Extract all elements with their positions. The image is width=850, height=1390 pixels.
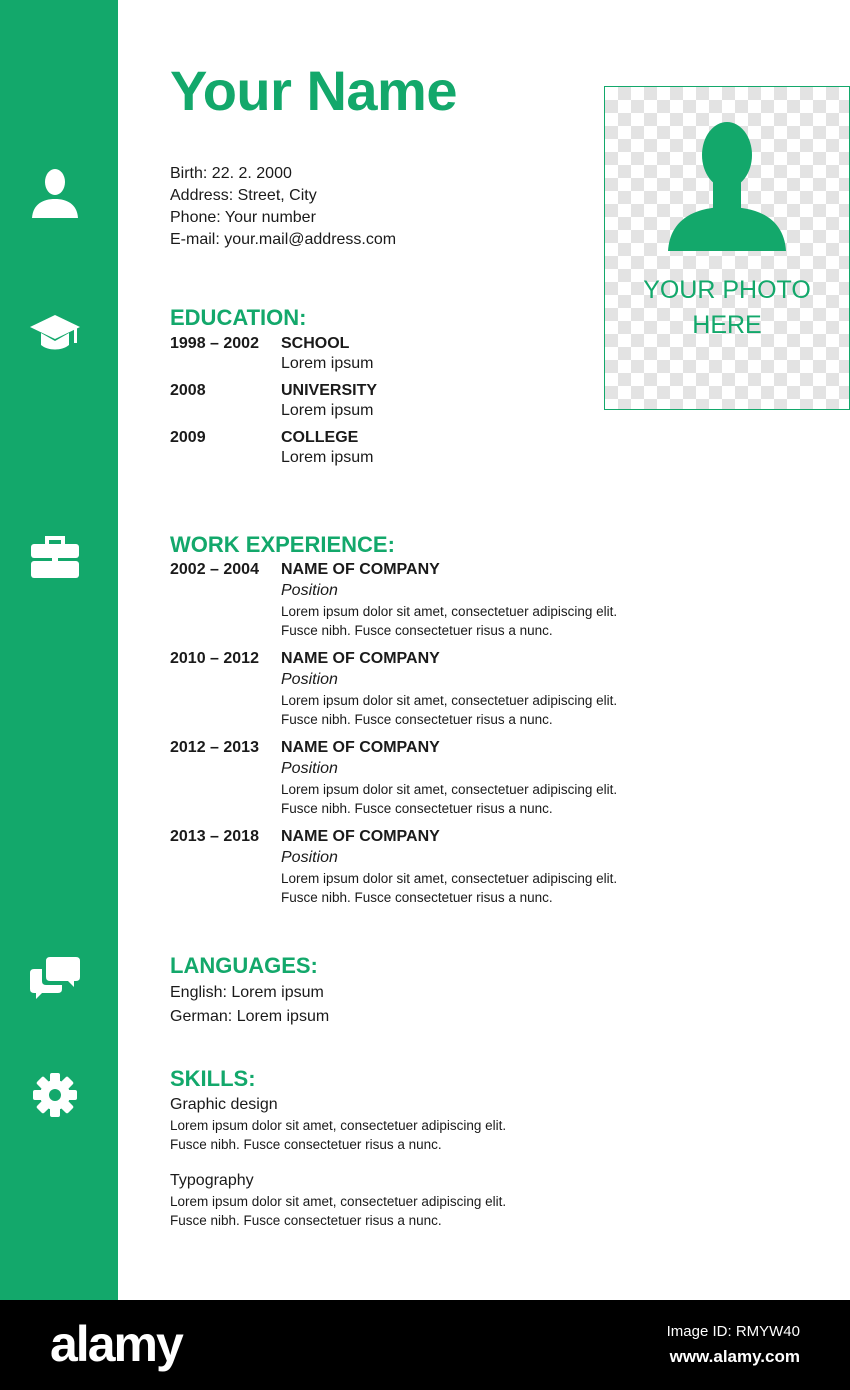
alamy-logo: alamy <box>50 1316 182 1372</box>
education-heading: EDUCATION: <box>170 305 307 330</box>
language-item: English: Lorem ipsum <box>170 984 324 1001</box>
briefcase-icon <box>27 530 83 586</box>
company-name: NAME OF COMPANY <box>281 828 440 845</box>
education-years: 1998 – 2002 <box>170 335 259 352</box>
skill-description: Lorem ipsum dolor sit amet, consectetuer adipiscing elit. Fusce nibh. Fusce consectetuer risus a nunc. <box>170 1118 507 1152</box>
work-description: Lorem ipsum dolor sit amet, consectetuer adipiscing elit. Fusce nibh. Fusce consectetuer risus a nunc. <box>281 782 618 816</box>
position: Position <box>281 760 338 777</box>
position: Position <box>281 849 338 866</box>
work-years: 2010 – 2012 <box>170 650 259 667</box>
graduation-cap-icon <box>27 305 83 361</box>
skills-heading: SKILLS: <box>170 1066 256 1091</box>
watermark-footer <box>0 1300 850 1390</box>
skill-name: Typography <box>170 1172 254 1189</box>
education-title: UNIVERSITY <box>281 382 378 399</box>
sidebar <box>0 0 118 1300</box>
education-title: COLLEGE <box>281 429 359 446</box>
work-years: 2002 – 2004 <box>170 561 259 578</box>
education-sub: Lorem ipsum <box>281 402 374 419</box>
position: Position <box>281 582 338 599</box>
languages-list <box>170 981 329 1029</box>
resume-name: Your Name <box>170 59 457 122</box>
company-name: NAME OF COMPANY <box>281 650 440 667</box>
work-years: 2013 – 2018 <box>170 828 259 845</box>
work-description: Lorem ipsum dolor sit amet, consectetuer adipiscing elit. Fusce nibh. Fusce consectetuer risus a nunc. <box>281 693 618 727</box>
photo-label: YOUR PHOTO HERE <box>643 276 811 339</box>
skill-item <box>170 1094 520 1154</box>
user-icon <box>27 165 83 221</box>
education-sub: Lorem ipsum <box>281 355 374 372</box>
site-url: www.alamy.com <box>669 1347 800 1366</box>
gear-icon <box>27 1067 83 1123</box>
education-title: SCHOOL <box>281 335 350 352</box>
birth-line: Birth: 22. 2. 2000 <box>170 165 292 182</box>
person-silhouette-icon <box>667 119 787 251</box>
language-item: German: Lorem ipsum <box>170 1008 330 1025</box>
education-sub: Lorem ipsum <box>281 449 374 466</box>
work-description: Lorem ipsum dolor sit amet, consectetuer adipiscing elit. Fusce nibh. Fusce consectetuer risus a nunc. <box>281 604 618 638</box>
skill-item <box>170 1170 520 1230</box>
photo-placeholder <box>604 86 850 410</box>
company-name: NAME OF COMPANY <box>281 739 440 756</box>
education-years: 2009 <box>170 429 206 446</box>
skill-name: Graphic design <box>170 1096 278 1113</box>
work-description: Lorem ipsum dolor sit amet, consectetuer adipiscing elit. Fusce nibh. Fusce consectetuer risus a nunc. <box>281 871 618 905</box>
address-line: Address: Street, City <box>170 187 317 204</box>
position: Position <box>281 671 338 688</box>
work-heading: WORK EXPERIENCE: <box>170 532 395 557</box>
work-years: 2012 – 2013 <box>170 739 259 756</box>
contact-info <box>170 163 396 251</box>
email-line: E-mail: your.mail@address.com <box>170 231 397 248</box>
company-name: NAME OF COMPANY <box>281 561 440 578</box>
chat-icon <box>27 950 83 1006</box>
skill-description: Lorem ipsum dolor sit amet, consectetuer adipiscing elit. Fusce nibh. Fusce consectetuer risus a nunc. <box>170 1194 507 1228</box>
languages-heading: LANGUAGES: <box>170 953 318 978</box>
education-years: 2008 <box>170 382 206 399</box>
phone-line: Phone: Your number <box>170 209 316 226</box>
image-id: Image ID: RMYW40 <box>666 1323 800 1340</box>
